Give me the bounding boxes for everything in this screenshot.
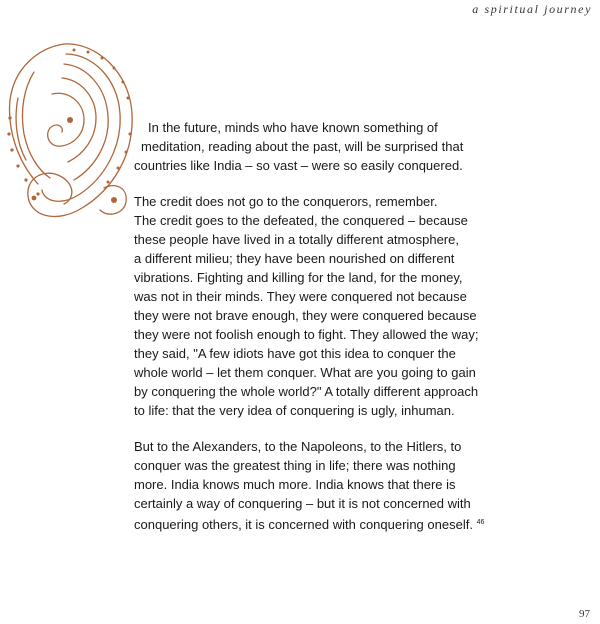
text-line-final xyxy=(134,513,484,535)
text-line: The credit does not go to the conquerors, remember. xyxy=(134,194,438,209)
text-line: countries like India – so vast – were so easily conquered. xyxy=(134,158,463,173)
text-line: whole world – let them conquer. What are you going to gain xyxy=(134,365,476,380)
text-line: more. India knows much more. India knows that there is xyxy=(134,477,456,492)
text-line: by conquering the whole world?" A totally different approach xyxy=(134,384,479,399)
text-line-final-content: conquering others, it is concerned with conquering oneself. xyxy=(134,517,473,532)
text-line: certainly a way of conquering – but it is not concerned with xyxy=(134,496,471,511)
text-line: to life: that the very idea of conquering is ugly, inhuman. xyxy=(134,403,455,418)
text-line: a different milieu; they have been nourished on different xyxy=(134,251,455,266)
page-number: 97 xyxy=(579,608,590,620)
text-line: they said, "A few idiots have got this idea to conquer the xyxy=(134,346,456,361)
text-line: conquer was the greatest thing in life; there was nothing xyxy=(134,458,456,473)
text-line: In the future, minds who have known something of xyxy=(148,120,438,135)
running-header: a spiritual journey xyxy=(472,2,592,16)
text-line: was not in their minds. They were conquered not because xyxy=(134,289,467,304)
text-line: they were not brave enough, they were conquered because xyxy=(134,308,477,323)
text-line: The credit goes to the defeated, the conquered – because xyxy=(134,213,468,228)
text-line: they were not foolish enough to fight. They allowed the way; xyxy=(134,327,479,342)
paisley-ornament-icon xyxy=(4,38,136,230)
text-line: But to the Alexanders, to the Napoleons, to the Hitlers, to xyxy=(134,439,462,454)
text-line: these people have lived in a totally different atmosphere, xyxy=(134,232,459,247)
text-line: meditation, reading about the past, will be surprised that xyxy=(141,139,464,154)
footnote-reference: 46 xyxy=(476,519,485,526)
text-line: vibrations. Fighting and killing for the land, for the money, xyxy=(134,270,463,285)
